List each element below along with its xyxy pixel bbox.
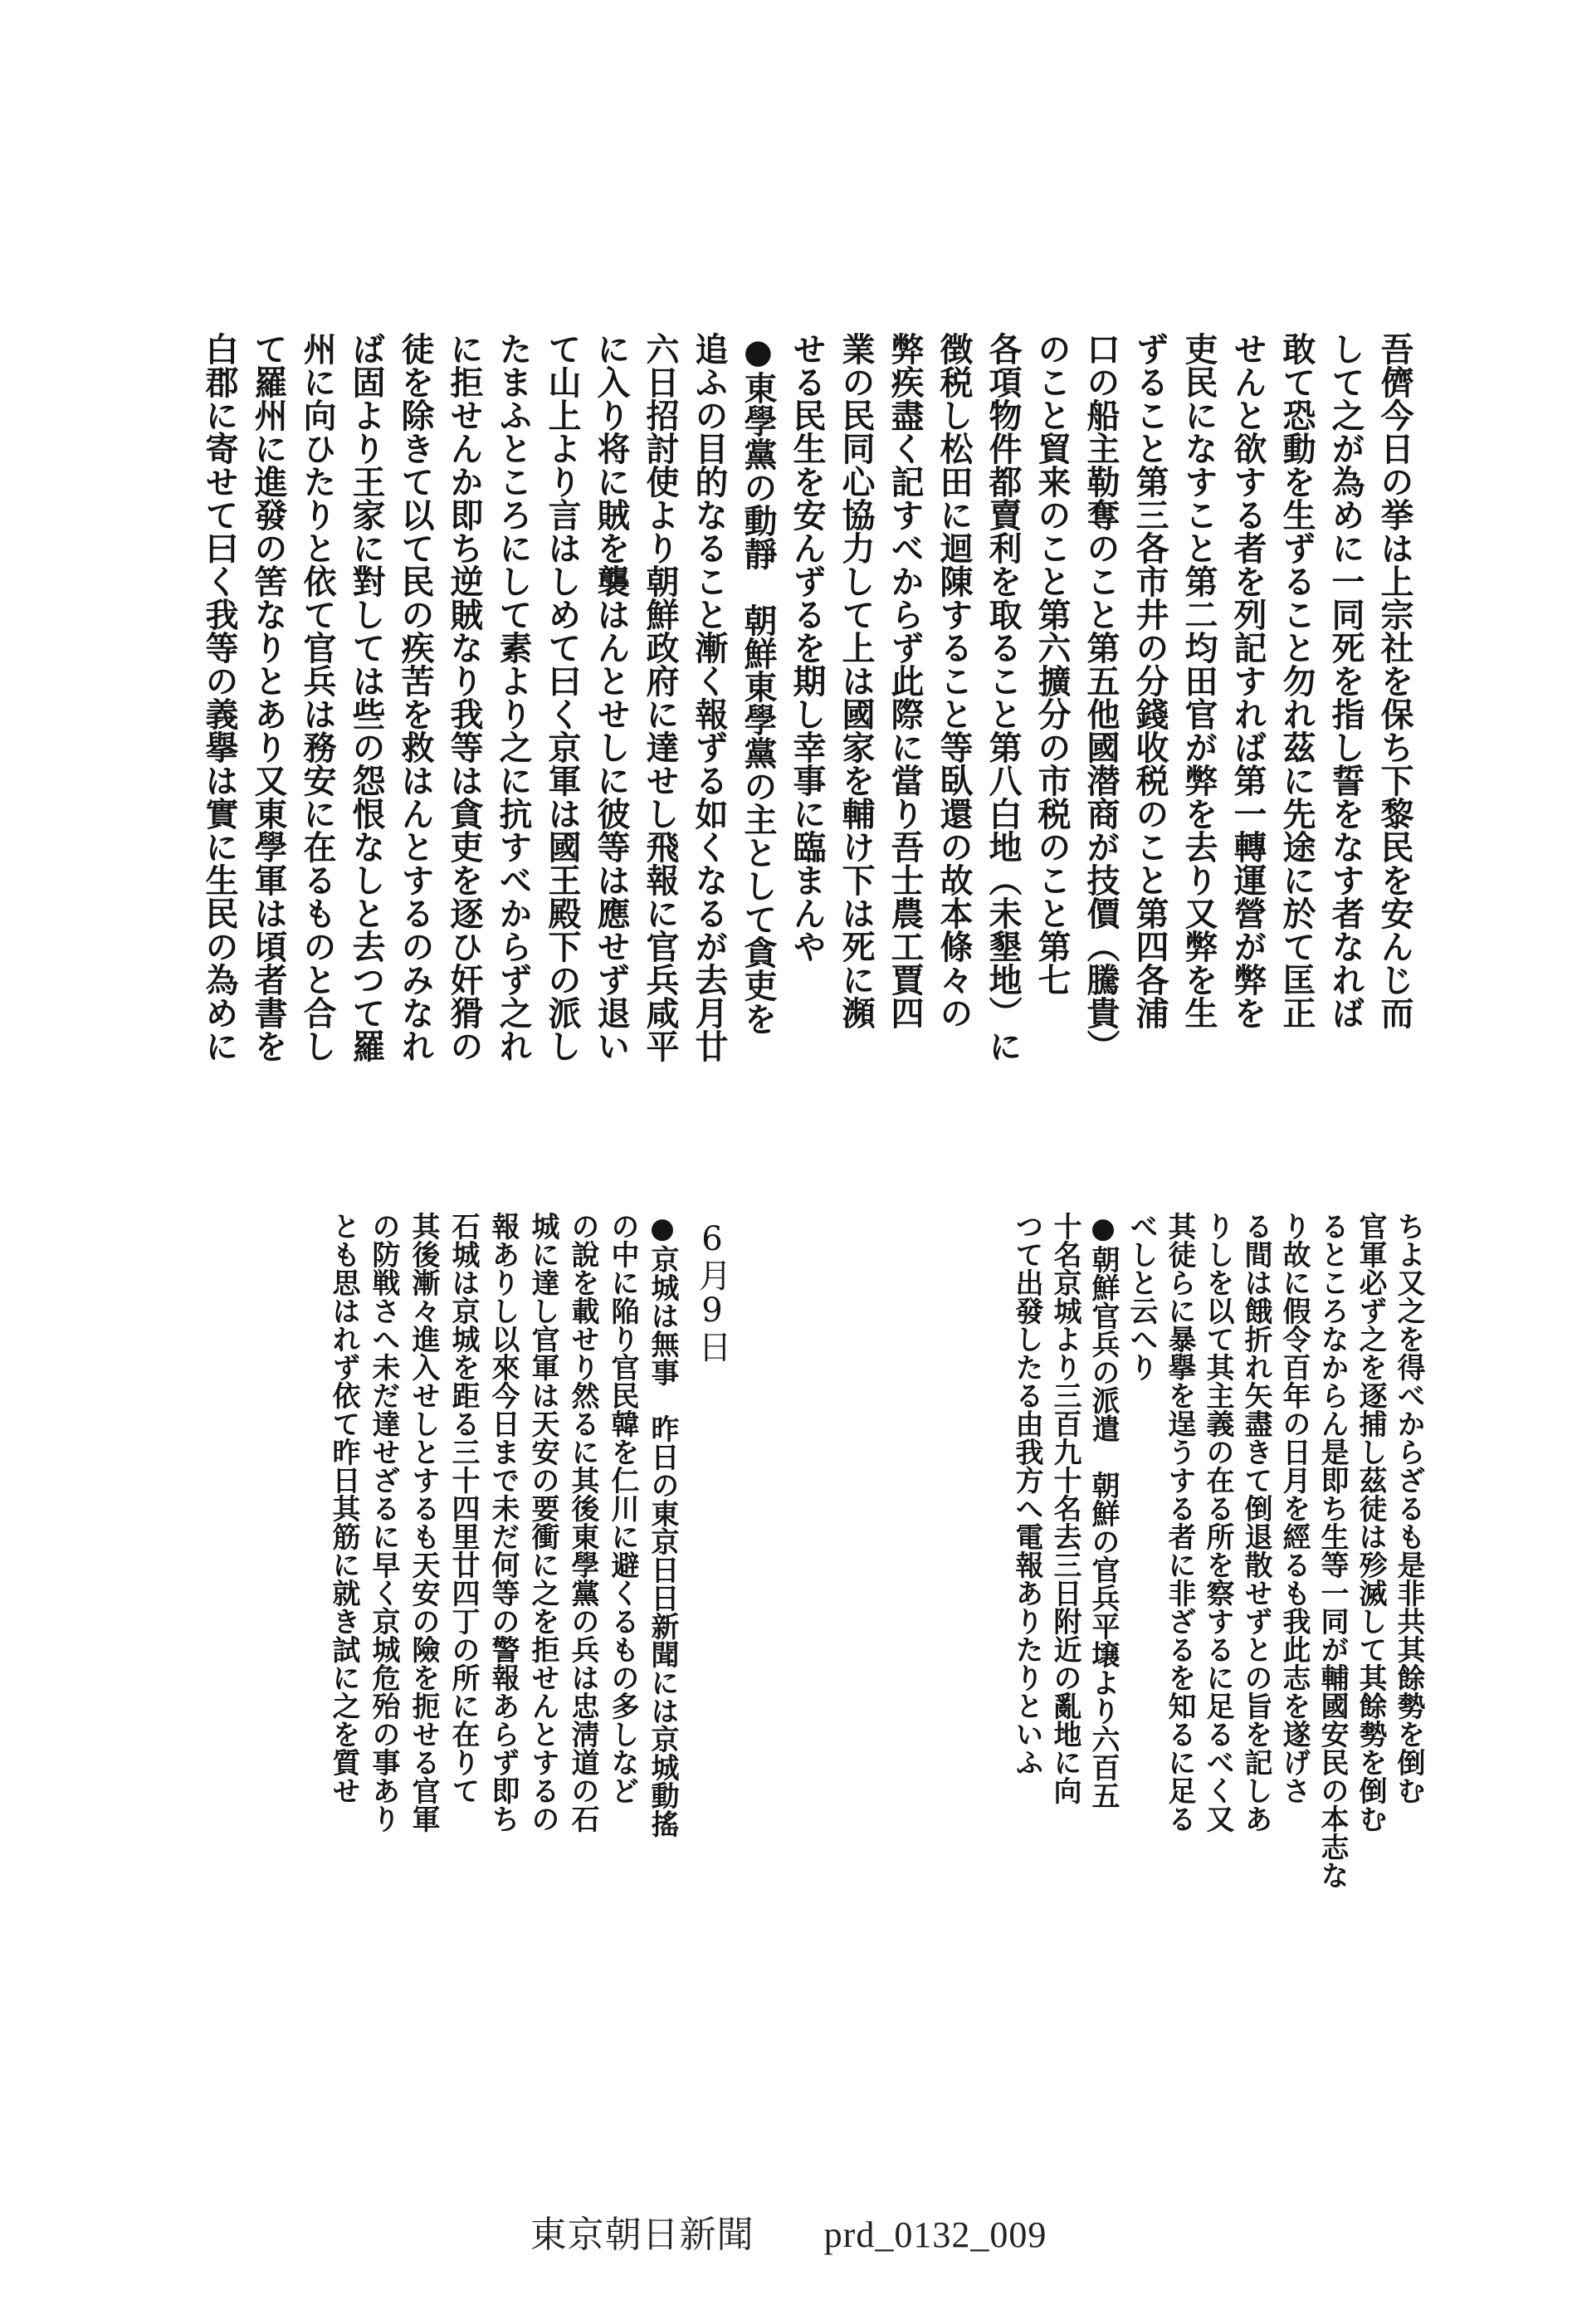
text-column: ずること第三各市井の分錢收税のこと第四各浦	[1130, 332, 1169, 1029]
text-column: せる民生を安んずるを期し幸事に臨まんや	[788, 332, 827, 963]
text-column: て羅州に進發の筈なりとあり又東學軍は頃者書を	[249, 332, 288, 1062]
text-column: 石城は京城を距る三十四里廿四丁の所に在りて	[447, 1212, 480, 1804]
text-column: 州に向ひたりと依て官兵は務安に在るものと合し	[298, 332, 337, 1062]
text-column: ●朝鮮官兵の派遣 朝鮮の官兵平壌より六百五	[1086, 1212, 1120, 1809]
text-column: 官軍必ず之を逐捕し茲徒は殄滅して其餘勢を倒む	[1354, 1212, 1387, 1833]
text-column: べしと云へり	[1125, 1212, 1158, 1381]
newspaper-name: 東京朝日新聞	[530, 2214, 754, 2255]
text-column: りしを以て其主義の在る所を察するに足るべく又	[1201, 1212, 1234, 1833]
text-column: の說を載せり然るに其後東學黨の兵は忠淸道の石	[566, 1212, 599, 1833]
text-column: して之が為めに一同死を指し誓をなす者なれば	[1326, 332, 1365, 1029]
text-column: 報ありし以來今日まで未だ何等の警報あらず即ち	[486, 1212, 520, 1833]
date-label: 6月9日	[693, 1220, 731, 1363]
page-footer	[0, 2204, 1577, 2258]
text-column: 追ふの目的なること漸く報ずる如くなるが去月廿	[690, 332, 729, 1062]
text-column: 六日招討使より朝鮮政府に達せし飛報に官兵咸平	[641, 332, 680, 1062]
text-column: に拒せんか即ち逆賊なり我等は貪吏を逐ひ奸猾の	[445, 332, 484, 1062]
article-bottom-right-block	[813, 1212, 1428, 2017]
text-column: り故に假令百年の日月を經るも我此志を遂げさ	[1277, 1212, 1311, 1804]
text-column: 業の民同心協力して上は國家を輔け下は死に瀕	[837, 332, 876, 1029]
text-column: せんと欲する者を列記すれば第一轉運營が弊を	[1228, 332, 1267, 1029]
text-column: 其後漸々進入せしとするも天安の險を扼せる官軍	[407, 1212, 440, 1833]
text-column: ●京城は無事 昨日の東京日日新聞には京城動搖	[646, 1212, 679, 1838]
text-column: とも思はれず依て昨日其筋に就き試に之を質せ	[327, 1212, 360, 1804]
text-column: 敢て恐動を生ずること勿れ茲に先途に於て匡正	[1277, 332, 1316, 1029]
text-column: て山上より言はしめて曰く京軍は國王殿下の派し	[543, 332, 582, 1062]
text-column: たまふところにして素より之に抗すべからず之れ	[494, 332, 533, 1062]
text-column: 徴税し松田に迴陳すること等臥還の故本條々の	[935, 332, 974, 1029]
text-column: ●東學黨の動靜 朝鮮東學黨の主として貪吏を	[739, 332, 778, 1035]
text-column: 吏民になすこと第二均田官が弊を去り又弊を生	[1179, 332, 1218, 1029]
text-column: 口の船主勒奪のこと第五他國潜商が技價（騰貴）	[1081, 332, 1120, 1062]
text-column: 各項物件都賣利を取ること第八白地（未墾地）に	[984, 332, 1023, 1062]
text-column: ば固より王家に對しては些の怨恨なしと去つて羅	[347, 332, 386, 1062]
text-column: のこと貿来のこと第六擴分の市税のこと第七	[1033, 332, 1072, 996]
page-code: prd_0132_009	[823, 2214, 1047, 2255]
text-column: つて出發したる由我方へ電報ありたりといふ	[1010, 1212, 1043, 1776]
text-column: る間は餓折れ矢盡きて倒退散せずとの旨を記しあ	[1239, 1212, 1272, 1833]
text-column: ちよ又之を得べからざるも是非共其餘勢を倒む	[1392, 1212, 1425, 1804]
text-column: 徒を除きて以て民の疾苦を救はんとするのみなれ	[396, 332, 435, 1062]
text-column: の防戦さへ未だ達せざるに早く京城危殆の事あり	[367, 1212, 400, 1833]
article-bottom-left-block	[166, 1212, 739, 2017]
text-column: 弊疾盡く記すべからず此際に當り吾士農工賈四	[886, 332, 925, 1029]
text-column: 吾儕今日の挙は上宗社を保ち下黎民を安んじ而	[1375, 332, 1414, 1029]
text-column: 十名京城より三百九十名去三日附近の亂地に向	[1048, 1212, 1081, 1804]
text-column: 白郡に寄せて曰く我等の義擧は實に生民の為めに	[200, 332, 239, 1062]
text-column: の中に陥り官民韓を仁川に避くるもの多しなど	[606, 1212, 639, 1804]
text-column: 城に達し官軍は天安の要衝に之を拒せんとするの	[526, 1212, 559, 1833]
text-column: るところなからん是即ち生等一同が輔國安民の本志な	[1316, 1212, 1349, 1889]
text-column: 其徒らに暴擧を逞うする者に非ざるを知るに足る	[1163, 1212, 1196, 1833]
article-top-block	[170, 332, 1419, 1179]
text-column: に入り将に賊を襲はんとせしに彼等は應せず退い	[592, 332, 631, 1062]
